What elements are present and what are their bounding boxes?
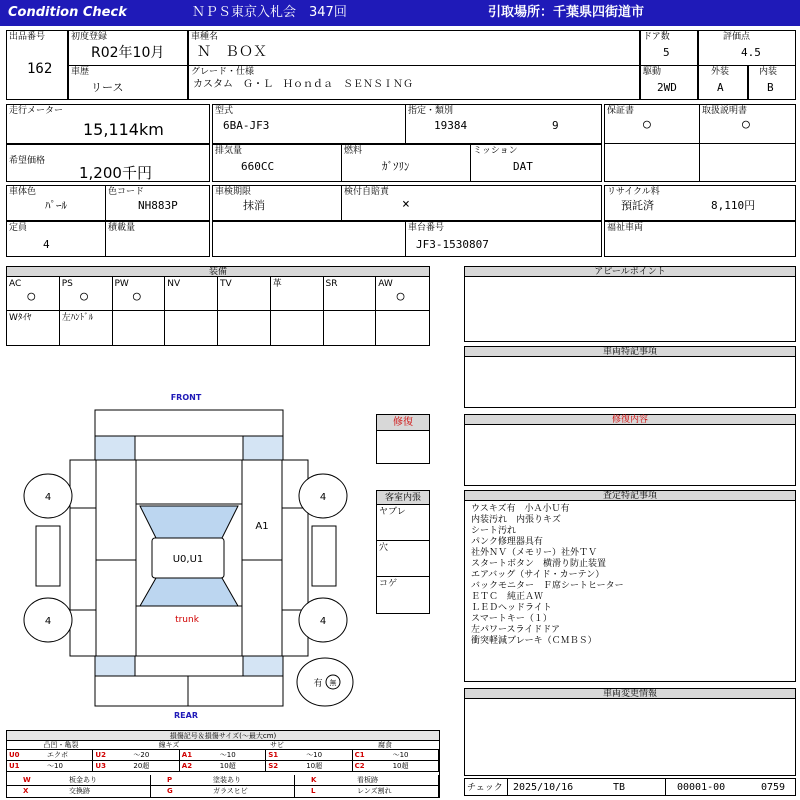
legend-group: 腐食 bbox=[331, 741, 439, 750]
repair-content-panel bbox=[464, 414, 796, 486]
front-left-corner bbox=[95, 436, 135, 460]
footer-code: 00001-00 bbox=[677, 782, 726, 793]
load-label: 積載量 bbox=[108, 223, 136, 233]
equipment-cell bbox=[218, 311, 271, 345]
spare-icon-text: 無 bbox=[329, 679, 337, 687]
equipment-label: Wﾀｲﾔ bbox=[9, 313, 32, 323]
color-box bbox=[6, 185, 106, 221]
cabin-item-burn: コゲ bbox=[379, 579, 398, 589]
first-reg-label: 初度登録 bbox=[71, 32, 108, 42]
capacity-value: 4 bbox=[43, 238, 50, 251]
load-box bbox=[105, 221, 210, 257]
damage-legend bbox=[6, 730, 440, 798]
inspection-notes-title: 査定特記事項 bbox=[465, 491, 795, 501]
legend-code: C1 bbox=[354, 751, 365, 759]
footer-number: 0759 bbox=[761, 782, 786, 793]
manual-value: ○ bbox=[742, 117, 750, 132]
tire-fr-mark: 4 bbox=[319, 492, 327, 503]
legend-entry bbox=[7, 750, 93, 761]
inspection-note-line: パンク修理器具有 bbox=[471, 537, 543, 547]
inspection-note-line: バックモニター Ｆ席シートヒーター bbox=[471, 581, 624, 591]
recycle-label: リサイクル料 bbox=[607, 187, 660, 197]
first-reg-value: R02年10月 bbox=[91, 45, 165, 61]
rear-left-corner bbox=[95, 656, 135, 676]
equipment-label: NV bbox=[167, 279, 181, 289]
inspection-note-line: シート汚れ bbox=[471, 526, 517, 536]
grade-value: カスタム Ｇ・Ｌ Ｈｏｎｄａ ＳＥＮＳＩＮＧ bbox=[193, 79, 413, 90]
cabin-row-hole bbox=[377, 541, 429, 577]
legend-text: 20超 bbox=[133, 762, 150, 770]
legend-entry bbox=[180, 761, 266, 772]
tire-rr-mark: 4 bbox=[319, 616, 327, 627]
change-info-title: 車両変更情報 bbox=[465, 689, 795, 699]
legend-code: U0 bbox=[9, 751, 20, 759]
chassis-box bbox=[405, 221, 602, 257]
inspection-note-line: エアバッグ（サイド・カーテン） bbox=[471, 570, 605, 580]
model-box bbox=[212, 104, 406, 144]
roof-mark: U0,U1 bbox=[172, 554, 204, 565]
color-value: ﾊﾟｰﾙ bbox=[45, 199, 67, 212]
car-diagram bbox=[0, 380, 372, 720]
equipment-cell bbox=[60, 311, 113, 345]
equipment-title: 装備 bbox=[7, 267, 429, 277]
equipment-cell bbox=[271, 277, 324, 311]
drive-value: 2WD bbox=[657, 81, 677, 94]
trunk-label: trunk bbox=[175, 615, 199, 625]
legend-key-text: 塗装あり bbox=[213, 776, 241, 784]
mileage-label: 走行メーター bbox=[9, 106, 64, 116]
equipment-row-2 bbox=[7, 311, 429, 345]
change-info-panel bbox=[464, 688, 796, 776]
inspection-note-line: 内装汚れ 内張りキズ bbox=[471, 515, 561, 525]
exterior-box bbox=[698, 65, 748, 100]
score-value: 4.5 bbox=[741, 46, 761, 59]
warranty-box bbox=[604, 104, 700, 144]
legend-entries bbox=[7, 750, 439, 772]
repair-content-title: 修復内容 bbox=[465, 415, 795, 425]
cabin-row-burn bbox=[377, 577, 429, 613]
recycle-status: 預託済 bbox=[621, 199, 654, 212]
footer-date: 2025/10/16 bbox=[513, 782, 574, 793]
equipment-cell bbox=[165, 311, 218, 345]
color-code-label: 色コード bbox=[108, 187, 145, 197]
inspection-value: 抹消 bbox=[243, 199, 265, 212]
right-side-mark: A1 bbox=[255, 521, 269, 532]
legend-code: U2 bbox=[95, 751, 106, 759]
legend-key bbox=[151, 775, 295, 786]
equipment-cell bbox=[7, 311, 60, 345]
chassis-label: 車台番号 bbox=[408, 223, 445, 233]
recycle-box bbox=[604, 185, 796, 221]
cabin-panel bbox=[376, 490, 430, 614]
car-name-value: Ｎ ＢＯＸ bbox=[197, 44, 267, 60]
welfare-box bbox=[604, 221, 796, 257]
capacity-box bbox=[6, 221, 106, 257]
blank-box-b bbox=[699, 143, 796, 182]
special-title: 車両特記事項 bbox=[465, 347, 795, 357]
legend-key-text: 看板跡 bbox=[357, 776, 378, 784]
legend-text: 〜10 bbox=[219, 751, 236, 759]
legend-group: 線キズ bbox=[115, 741, 223, 750]
equipment-mark: ○ bbox=[27, 289, 36, 304]
drive-label: 駆動 bbox=[643, 67, 662, 77]
legend-key bbox=[295, 775, 439, 786]
rear-label: REAR bbox=[174, 711, 198, 720]
appeal-panel bbox=[464, 266, 796, 342]
legend-key-code: X bbox=[23, 787, 29, 795]
equipment-cell bbox=[60, 277, 113, 311]
header-auction: ＮＰＳ東京入札会 347回 bbox=[192, 5, 347, 20]
equipment-label: TV bbox=[220, 279, 232, 289]
legend-key bbox=[295, 786, 439, 797]
interior-value: B bbox=[767, 81, 774, 94]
mission-label: ミッション bbox=[473, 146, 518, 156]
liability-label: 検付自賠責 bbox=[344, 187, 390, 197]
legend-entry bbox=[266, 750, 352, 761]
legend-key-code: G bbox=[167, 787, 173, 795]
inspection-note-line: 社外ＮＶ（メモリー）社外ＴＶ bbox=[471, 548, 598, 558]
displacement-box bbox=[212, 144, 342, 182]
equipment-label: 左ﾊﾝﾄﾞﾙ bbox=[61, 313, 94, 323]
manual-box bbox=[699, 104, 796, 144]
inspection-notes-panel bbox=[464, 490, 796, 682]
designation-box bbox=[405, 104, 602, 144]
doors-value: 5 bbox=[663, 46, 670, 59]
designation-label: 指定・類別 bbox=[408, 106, 454, 116]
legend-text: 〜10 bbox=[306, 751, 323, 759]
equipment-cell bbox=[218, 277, 271, 311]
legend-key-code: P bbox=[167, 776, 173, 784]
equipment-label: AC bbox=[9, 279, 22, 289]
manual-label: 取扱説明書 bbox=[702, 106, 748, 116]
inspection-note-line: ＬＥＤヘッドライト bbox=[471, 603, 552, 613]
inspection-label: 車検期限 bbox=[215, 187, 252, 197]
fuel-label: 燃料 bbox=[344, 146, 363, 156]
capacity-label: 定員 bbox=[9, 223, 28, 233]
spare-yes: 有 bbox=[313, 679, 323, 689]
score-box bbox=[698, 30, 796, 66]
warranty-label: 保証書 bbox=[607, 106, 635, 116]
inspection-note-line: 衝突軽減ブレーキ（ＣＭＢＳ） bbox=[471, 636, 597, 646]
drive-box bbox=[640, 65, 698, 100]
recycle-value: 8,110円 bbox=[711, 199, 756, 212]
car-name-box bbox=[188, 30, 640, 66]
inspection-note-line: 左パワースライドドア bbox=[471, 625, 561, 635]
mileage-value: 15,114km bbox=[83, 120, 164, 139]
liability-value: × bbox=[402, 197, 410, 212]
equipment-cell bbox=[113, 277, 166, 311]
legend-code: A1 bbox=[181, 751, 193, 759]
front-right-corner bbox=[243, 436, 283, 460]
legend-entry bbox=[93, 750, 179, 761]
inspection-note-line: ウスキズ有 小Ａ小Ｕ有 bbox=[471, 504, 570, 514]
rear-right-corner bbox=[243, 656, 283, 676]
header-pickup: 引取場所：千葉県四街道市 bbox=[488, 5, 645, 20]
legend-group: 凸凹・亀裂 bbox=[7, 741, 115, 750]
price-box bbox=[6, 144, 210, 182]
designation-value: 19384 bbox=[434, 119, 468, 132]
equipment-mark: ○ bbox=[80, 289, 88, 304]
footer-checker: TB bbox=[613, 782, 626, 793]
legend-entry bbox=[266, 761, 352, 772]
legend-entry bbox=[353, 750, 439, 761]
legend-key-code: K bbox=[311, 776, 317, 784]
blank-box-a bbox=[604, 143, 700, 182]
legend-entry bbox=[353, 761, 439, 772]
mirror-left bbox=[36, 526, 60, 586]
history-value: リース bbox=[91, 81, 124, 94]
equipment-cell bbox=[113, 311, 166, 345]
doors-label: ドア数 bbox=[643, 32, 670, 42]
legend-keys bbox=[7, 775, 439, 797]
car-name-label: 車種名 bbox=[191, 32, 219, 42]
legend-title: 損傷記号＆損傷サイズ(〜最大cm) bbox=[7, 731, 439, 741]
equipment-label: 革 bbox=[272, 279, 282, 289]
legend-groups bbox=[7, 741, 439, 750]
grade-label: グレード・仕様 bbox=[191, 67, 255, 77]
lot-value: 162 bbox=[27, 61, 53, 77]
displacement-label: 排気量 bbox=[215, 146, 243, 156]
equipment-panel bbox=[6, 266, 430, 346]
legend-text: 10超 bbox=[392, 762, 409, 770]
equipment-cell bbox=[376, 277, 429, 311]
chassis-value: JF3-1530807 bbox=[416, 238, 489, 251]
interior-label: 内装 bbox=[759, 67, 778, 77]
inspection-note-line: ＥＴＣ 純正ＡＷ bbox=[471, 592, 544, 602]
legend-code: U1 bbox=[9, 762, 20, 770]
equipment-label: PW bbox=[114, 279, 129, 289]
equipment-cell bbox=[165, 277, 218, 311]
mileage-box bbox=[6, 104, 210, 144]
legend-text: 〜10 bbox=[47, 762, 63, 770]
repair-box bbox=[376, 414, 430, 464]
legend-key-text: 板金あり bbox=[69, 776, 97, 784]
header-left: Condition Check bbox=[8, 5, 127, 20]
footer-check-label: チェック bbox=[467, 783, 503, 793]
first-reg-box bbox=[68, 30, 188, 66]
equipment-label: AW bbox=[378, 279, 393, 289]
category-value: 9 bbox=[552, 119, 559, 132]
mirror-right bbox=[312, 526, 336, 586]
lot-label: 出品番号 bbox=[9, 32, 46, 42]
rear-window bbox=[140, 578, 238, 606]
cabin-title: 客室内張 bbox=[377, 491, 429, 505]
equipment-row-1 bbox=[7, 277, 429, 311]
legend-code: A2 bbox=[181, 762, 193, 770]
legend-entry bbox=[93, 761, 179, 772]
legend-key-code: L bbox=[311, 787, 316, 795]
legend-key-text: ガラスヒビ bbox=[213, 787, 248, 795]
inspection-box bbox=[212, 185, 342, 221]
blank-box-c bbox=[212, 221, 406, 257]
exterior-label: 外装 bbox=[711, 67, 730, 77]
legend-code: S2 bbox=[268, 762, 279, 770]
tire-rl-mark: 4 bbox=[44, 616, 52, 627]
equipment-label: SR bbox=[325, 279, 338, 289]
legend-text: 〜10 bbox=[392, 751, 409, 759]
equipment-label: PS bbox=[61, 279, 73, 289]
legend-key-text: 交換跡 bbox=[69, 787, 90, 795]
legend-code: C2 bbox=[354, 762, 365, 770]
legend-group: サビ bbox=[223, 741, 331, 750]
price-label: 希望価格 bbox=[9, 156, 46, 166]
footer-bar bbox=[464, 778, 796, 796]
repair-box-title: 修復 bbox=[377, 415, 429, 431]
equipment-cell bbox=[271, 311, 324, 345]
displacement-value: 660CC bbox=[241, 160, 275, 173]
fuel-value: ｶﾞｿﾘﾝ bbox=[382, 160, 410, 173]
interior-box bbox=[748, 65, 796, 100]
fuel-box bbox=[341, 144, 471, 182]
legend-key bbox=[151, 786, 295, 797]
model-value: 6BA-JF3 bbox=[223, 119, 270, 132]
equipment-cell bbox=[324, 277, 377, 311]
legend-code: U3 bbox=[95, 762, 106, 770]
warranty-value: ○ bbox=[643, 117, 651, 132]
legend-key bbox=[7, 786, 151, 797]
equipment-cell bbox=[7, 277, 60, 311]
legend-entry bbox=[180, 750, 266, 761]
legend-text: 10超 bbox=[219, 762, 236, 770]
spare-tire bbox=[297, 658, 353, 706]
score-label: 評価点 bbox=[723, 32, 751, 42]
legend-entry bbox=[7, 761, 93, 772]
mission-box bbox=[470, 144, 602, 182]
legend-key-code: W bbox=[23, 776, 31, 784]
appeal-title: アピールポイント bbox=[465, 267, 795, 277]
liability-box bbox=[341, 185, 602, 221]
lot-box bbox=[6, 30, 68, 100]
legend-text: エクボ bbox=[47, 751, 68, 759]
cabin-item-hole: 穴 bbox=[379, 543, 389, 553]
color-code-value: NH883P bbox=[138, 199, 178, 212]
history-box bbox=[68, 65, 188, 100]
color-label: 車体色 bbox=[9, 187, 37, 197]
windshield bbox=[140, 506, 238, 538]
price-value: 1,200千円 bbox=[79, 164, 152, 182]
inspection-note-line: スマートキー（１） bbox=[471, 614, 552, 624]
legend-key bbox=[7, 775, 151, 786]
equipment-cell bbox=[324, 311, 377, 345]
front-label: FRONT bbox=[170, 393, 202, 402]
legend-text: 〜20 bbox=[133, 751, 150, 759]
doors-box bbox=[640, 30, 698, 66]
history-label: 車歴 bbox=[71, 67, 90, 77]
welfare-label: 福祉車両 bbox=[607, 223, 644, 233]
exterior-value: A bbox=[717, 81, 724, 94]
mission-value: DAT bbox=[513, 160, 533, 173]
cabin-row-tear bbox=[377, 505, 429, 541]
tire-fl-mark: 4 bbox=[44, 492, 52, 503]
model-label: 型式 bbox=[215, 106, 234, 116]
legend-code: S1 bbox=[268, 751, 279, 759]
equipment-mark: ○ bbox=[132, 289, 141, 304]
legend-text: 10超 bbox=[306, 762, 323, 770]
special-panel bbox=[464, 346, 796, 408]
equipment-mark: ○ bbox=[396, 289, 405, 304]
cabin-item-tear: ヤブレ bbox=[379, 507, 406, 517]
color-code-box bbox=[105, 185, 210, 221]
legend-key-text: レンズ割れ bbox=[357, 787, 392, 795]
header-bar bbox=[0, 0, 800, 26]
inspection-note-line: スタートボタン 横滑り防止装置 bbox=[471, 559, 607, 569]
grade-box bbox=[188, 65, 640, 100]
